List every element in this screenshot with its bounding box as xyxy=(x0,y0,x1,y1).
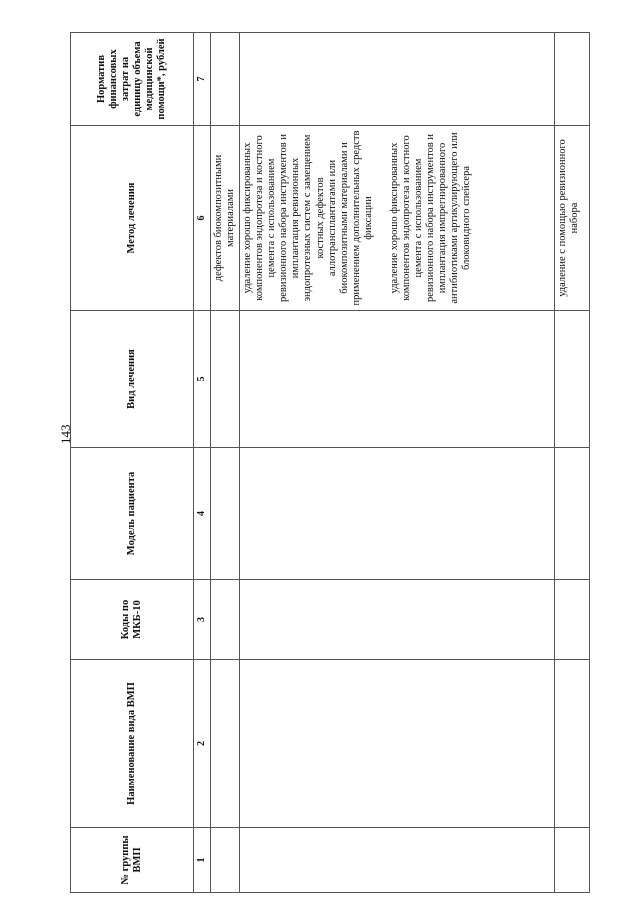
cell-empty xyxy=(555,828,590,893)
cell-empty xyxy=(211,580,240,660)
column-numbers-row xyxy=(194,33,211,893)
header-patient-model: Модель пациента xyxy=(71,448,194,580)
column-number: 1 xyxy=(194,828,211,893)
column-number: 3 xyxy=(194,580,211,660)
treatment-table xyxy=(70,32,590,893)
column-number: 7 xyxy=(194,33,211,126)
header-treatment-type: Вид лечения xyxy=(71,311,194,448)
cell-empty xyxy=(211,311,240,448)
table-row xyxy=(555,33,590,893)
header-group-number: № группы ВМП xyxy=(71,828,194,893)
table-row xyxy=(240,33,555,893)
cell-empty xyxy=(211,448,240,580)
column-number: 2 xyxy=(194,660,211,828)
method-text: удаление хорошо фиксированных компонентов эндопротеза и костного цемента с использованием ревизионного набора инструментов и имплантация ревизионных эндопротезных систем с замещением костных дефектов аллотрансплантатами или биокомпозитными материалами и применением дополнительных средств фиксации xyxy=(242,130,374,306)
header-treatment-method: Метод лечения xyxy=(71,126,194,311)
column-number: 4 xyxy=(194,448,211,580)
cell-empty xyxy=(240,448,555,580)
column-number: 6 xyxy=(194,126,211,311)
rotated-table-container xyxy=(70,33,590,893)
cell-method: дефектов биокомпозитными материалами xyxy=(211,126,240,311)
header-icd-codes: Коды по МКБ-10 xyxy=(71,580,194,660)
header-vmp-name: Наименование вида ВМП xyxy=(71,660,194,828)
cell-method xyxy=(240,126,555,311)
cell-empty xyxy=(211,33,240,126)
cell-empty xyxy=(240,660,555,828)
spacer xyxy=(375,129,389,307)
cell-empty xyxy=(240,311,555,448)
cell-empty xyxy=(555,580,590,660)
header-cost-norm: Норматив финансовых затрат на единицу объема медицинской помощи*, рублей xyxy=(71,33,194,126)
column-number: 5 xyxy=(194,311,211,448)
cell-method: удаление с помощью ревизионного набора xyxy=(555,126,590,311)
cell-empty xyxy=(211,828,240,893)
cell-empty xyxy=(555,311,590,448)
cell-empty xyxy=(240,828,555,893)
cell-empty xyxy=(240,33,555,126)
page-number: 143 xyxy=(58,424,73,444)
header-row xyxy=(71,33,194,893)
cell-empty xyxy=(555,660,590,828)
table-row xyxy=(211,33,240,893)
method-text: удаление хорошо фиксированных компонентов эндопротеза и костного цемента с использованием ревизионного набора инструментов и имплантация импрегнированного антибиотиками артикулирующего или блоковидного спейсера xyxy=(388,132,473,304)
cell-empty xyxy=(555,448,590,580)
cell-empty xyxy=(211,660,240,828)
cell-empty xyxy=(240,580,555,660)
cell-empty xyxy=(555,33,590,126)
